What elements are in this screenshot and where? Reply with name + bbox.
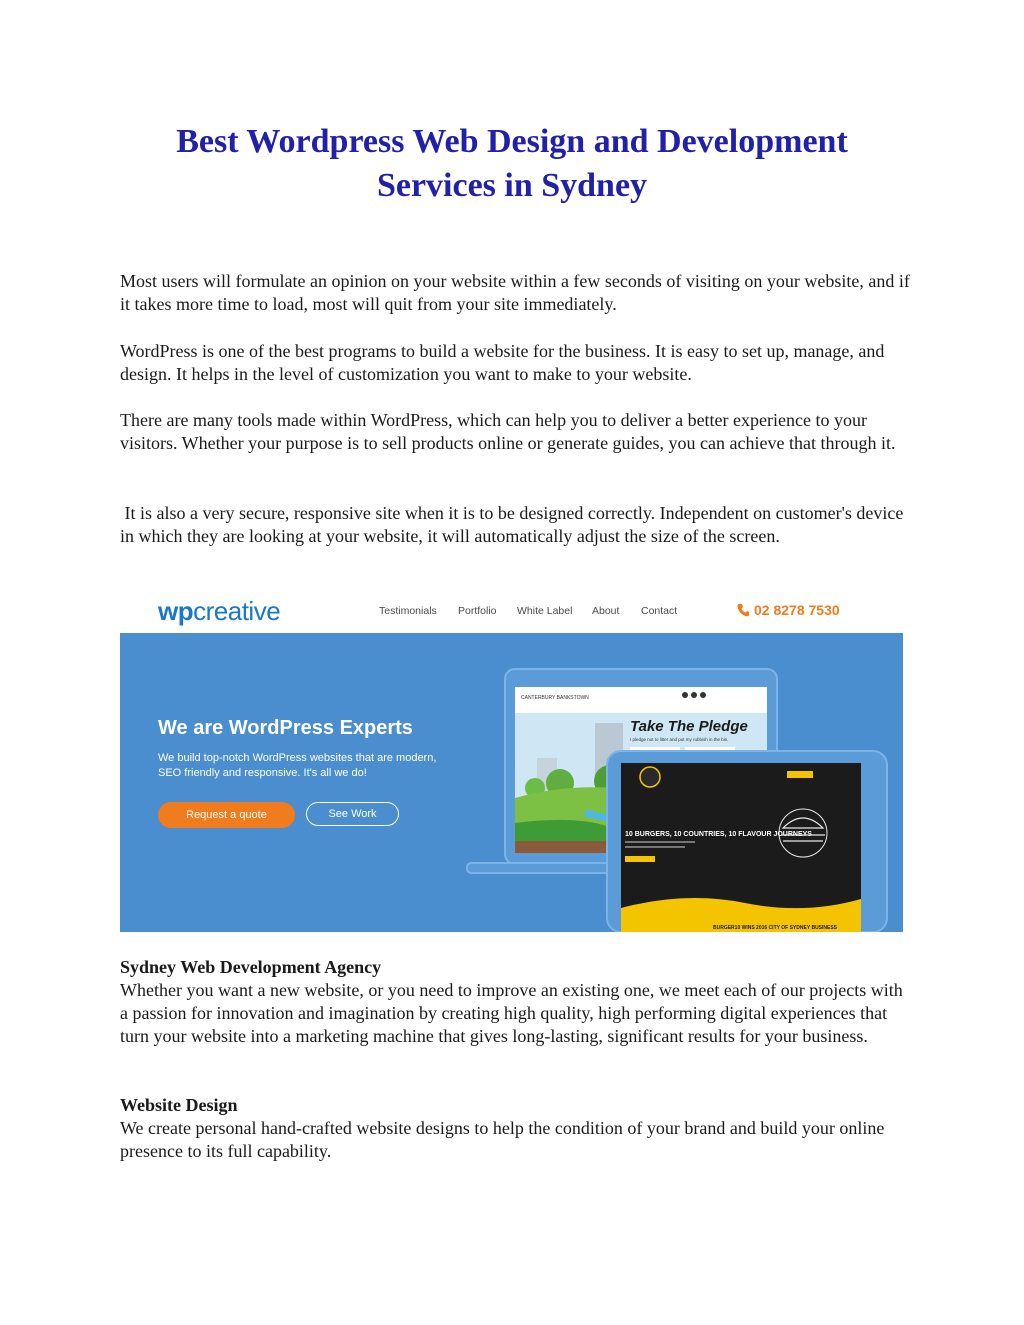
section-body-design: We create personal hand-crafted website designs to help the condition of your brand and build your online presence to its full capability. (120, 1118, 885, 1161)
mock-cta-button (625, 856, 655, 862)
nav-white-label: White Label (517, 605, 573, 617)
paragraph-tools: There are many tools made within WordPress, which can help you to deliver a better experience to your visitors. Whether your purpose is to sell products online or generate guides, you can achieve that through it. (120, 410, 896, 453)
mock-text-line (625, 846, 685, 848)
wp-creative-logo (158, 596, 280, 626)
pledge-subtitle: I pledge not to litter and put my rubbish in the bin. (630, 737, 729, 742)
page-title: Best Wordpress Web Design and Development Services in Sydney (176, 123, 848, 204)
mock-text-line (625, 841, 695, 843)
screenshot-navbar (120, 593, 903, 633)
mock-social-icon (700, 692, 706, 698)
nav-testimonials: Testimonials (379, 605, 437, 617)
section-heading-agency: Sydney Web Development Agency (120, 957, 382, 977)
hero-title: We are WordPress Experts (158, 717, 413, 739)
nav-about: About (592, 605, 620, 617)
council-logo-text: CANTERBURY BANKSTOWN (521, 695, 589, 701)
section-body-agency: Whether you want a new website, or you need to improve an existing one, we meet each of our projects with a passion for innovation and imagination by creating high quality, high performing digital experiences that turn your website into a marketing machine that gives long-lasting, significant results for your business. (120, 980, 903, 1046)
section-heading-design: Website Design (120, 1095, 238, 1115)
mock-social-icon (682, 692, 688, 698)
phone-text: 02 8278 7530 (754, 602, 840, 618)
phone-icon (737, 603, 749, 617)
mock-social-icon (691, 692, 697, 698)
nav-portfolio: Portfolio (458, 605, 497, 617)
request-quote-button: Request a quote (158, 802, 295, 828)
device-mockup-illustration (465, 663, 903, 932)
burger-footer-text: BURGER10 WINS 2016 CITY OF SYDNEY BUSINESS (713, 925, 838, 931)
mock-order-button (787, 771, 813, 778)
see-work-button: See Work (306, 802, 399, 826)
logo-creative-text: creative (193, 596, 281, 626)
hero-subtitle: We build top-notch WordPress websites that are modern, SEO friendly and responsive. It's all we do! (158, 752, 437, 779)
paragraph-intro: Most users will formulate an opinion on your website within a few seconds of visiting on your website, and if it takes more time to load, most will quit from your site immediately. (120, 271, 910, 314)
paragraph-secure: It is also a very secure, responsive site when it is to be designed correctly. Independent on customer's device in which they are looking at your website, it will automatically adjust the size of the screen. (120, 503, 908, 546)
burger-logo (640, 767, 660, 787)
logo-wp-text: wp (158, 596, 194, 626)
burger-heading: 10 BURGERS, 10 COUNTRIES, 10 FLAVOUR JOURNEYS (625, 831, 812, 838)
website-screenshot (120, 593, 903, 932)
nav-contact: Contact (641, 605, 678, 617)
pledge-title: Take The Pledge (630, 718, 748, 735)
paragraph-wordpress: WordPress is one of the best programs to build a website for the business. It is easy to set up, manage, and design. It helps in the level of customization you want to make to your website. (120, 341, 885, 384)
